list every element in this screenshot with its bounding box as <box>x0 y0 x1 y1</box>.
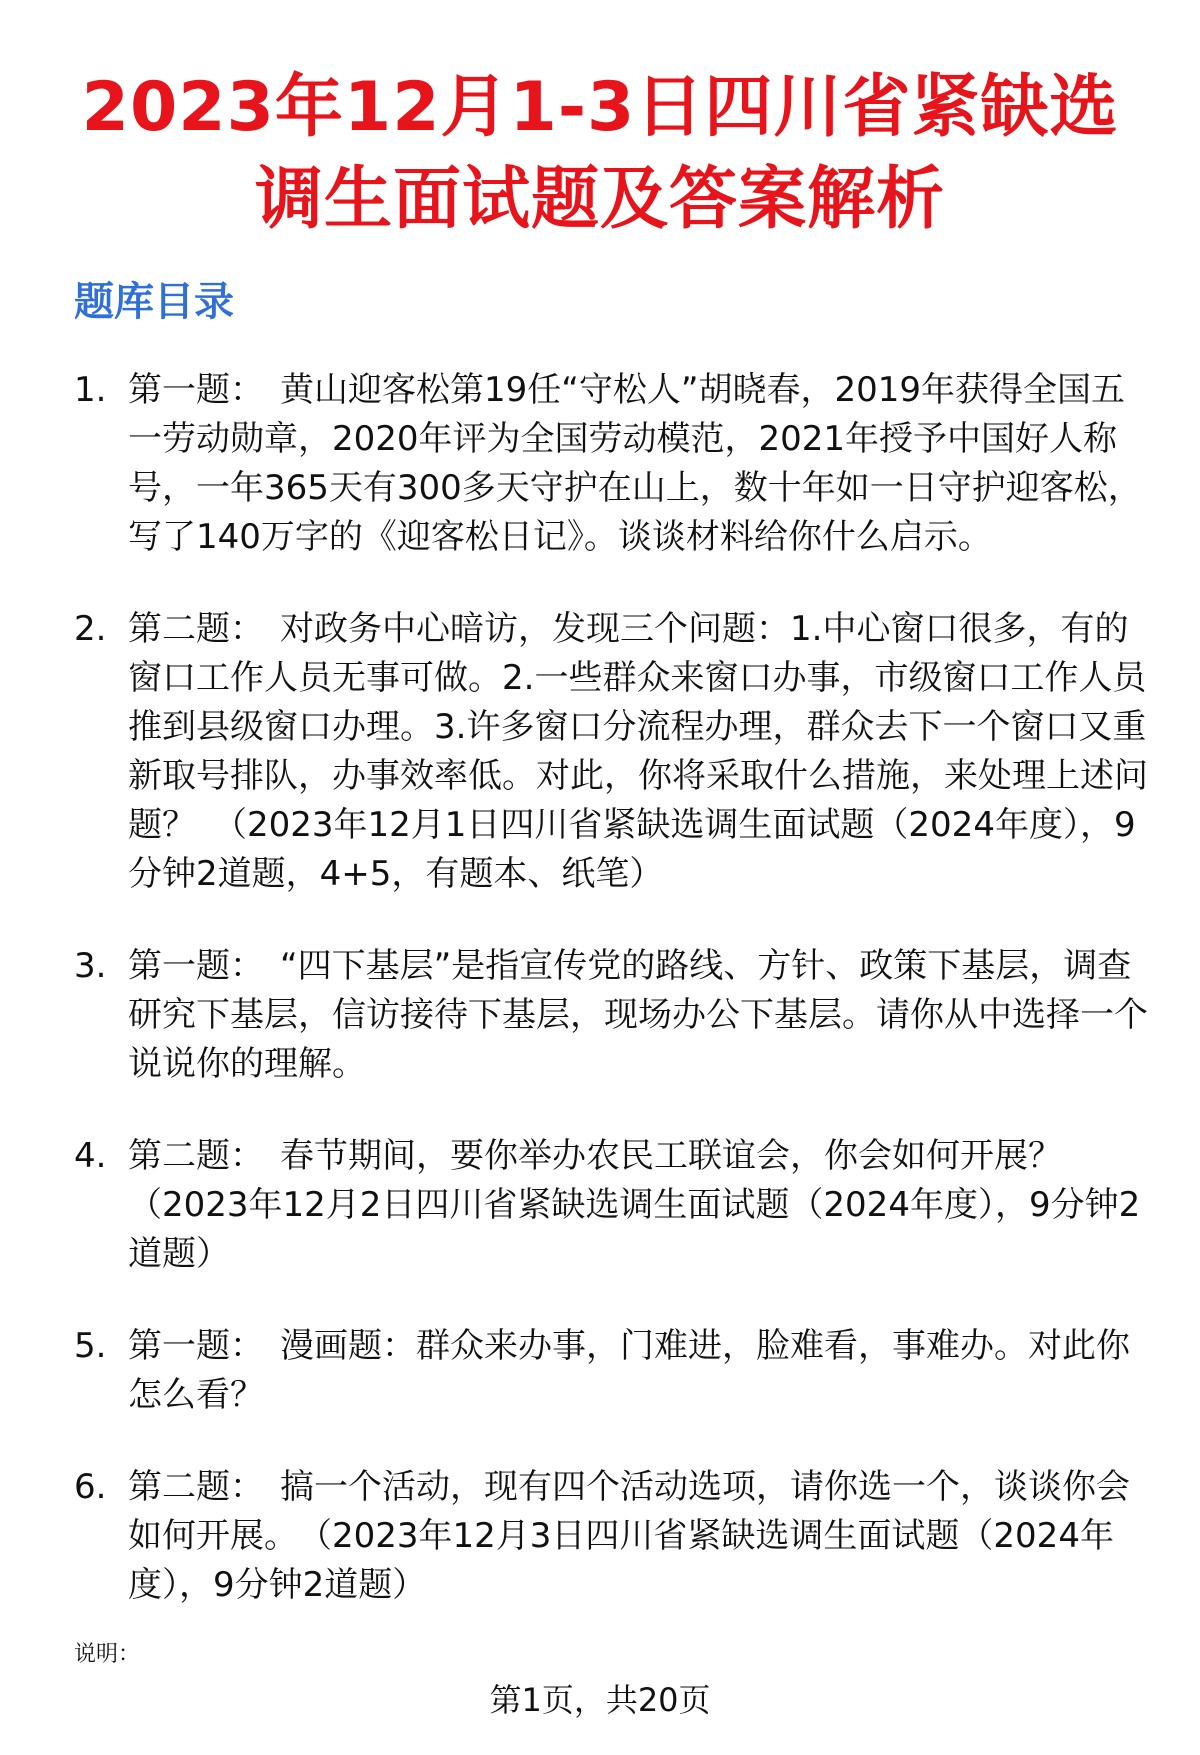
item-label: 第二题： <box>128 1467 264 1507</box>
item-label: 第一题： <box>128 370 264 410</box>
item-text: 漫画题：群众来办事，门难进，脸难看，事难办。对此你怎么看？ <box>128 1326 1130 1415</box>
page-footer: 第1页，共20页 <box>489 1681 711 1719</box>
list-item <box>74 1132 1154 1279</box>
list-item <box>74 605 1154 899</box>
item-text: 搞一个活动，现有四个活动选项，请你选一个，谈谈你会如何开展。 （2023年12月3日四川省紧缺选调生面试题（2024年度），9分钟2道题） <box>128 1467 1130 1605</box>
item-label: 第一题： <box>128 946 264 986</box>
question-list <box>74 366 1154 1653</box>
item-number: 2. <box>74 609 107 649</box>
page-title: 2023年12月1-3日四川省紧缺选调生面试题及答案解析 <box>81 68 1119 239</box>
item-number: 1. <box>74 370 107 410</box>
item-text: “四下基层”是指宣传党的路线、方针、政策下基层，调查研究下基层，信访接待下基层，现场办公下基层。请你从中选择一个说说你的理解。 <box>128 946 1148 1084</box>
list-item <box>74 366 1154 562</box>
toc-heading: 题库目录 <box>74 279 234 325</box>
item-number: 5. <box>74 1326 107 1366</box>
item-number: 6. <box>74 1467 107 1507</box>
list-item <box>74 1322 1154 1420</box>
item-number: 3. <box>74 946 107 986</box>
note-label: 说明： <box>74 1642 141 1667</box>
item-text: 对政务中心暗访，发现三个问题：1.中心窗口很多，有的窗口工作人员无事可做。2.一些群众来窗口办事，市级窗口工作人员推到县级窗口办理。3.许多窗口分流程办理，群众去下一个窗口又重新取号排队，办事效率低。对此，你将采取什么措施，来处理上述问题？ （2023年12月1日四川省紧缺选调生面试题（2024年度），9分钟2道题，4+5，有题本、纸笔） <box>128 609 1148 894</box>
item-text: 春节期间，要你举办农民工联谊会，你会如何开展？ （2023年12月2日四川省紧缺选调生面试题（2024年度），9分钟2道题） <box>128 1136 1141 1274</box>
item-label: 第一题： <box>128 1326 264 1366</box>
item-text: 黄山迎客松第19任“守松人”胡晓春，2019年获得全国五一劳动勋章，2020年评为全国劳动模范，2021年授予中国好人称号，一年365天有300多天守护在山上，数十年如一日守护迎客松，写了140万字的《迎客松日记》。谈谈材料给你什么启示。 <box>128 370 1142 557</box>
list-item <box>74 1463 1154 1610</box>
item-number: 4. <box>74 1136 107 1176</box>
item-label: 第二题： <box>128 609 264 649</box>
list-item <box>74 942 1154 1089</box>
item-label: 第二题： <box>128 1136 264 1176</box>
